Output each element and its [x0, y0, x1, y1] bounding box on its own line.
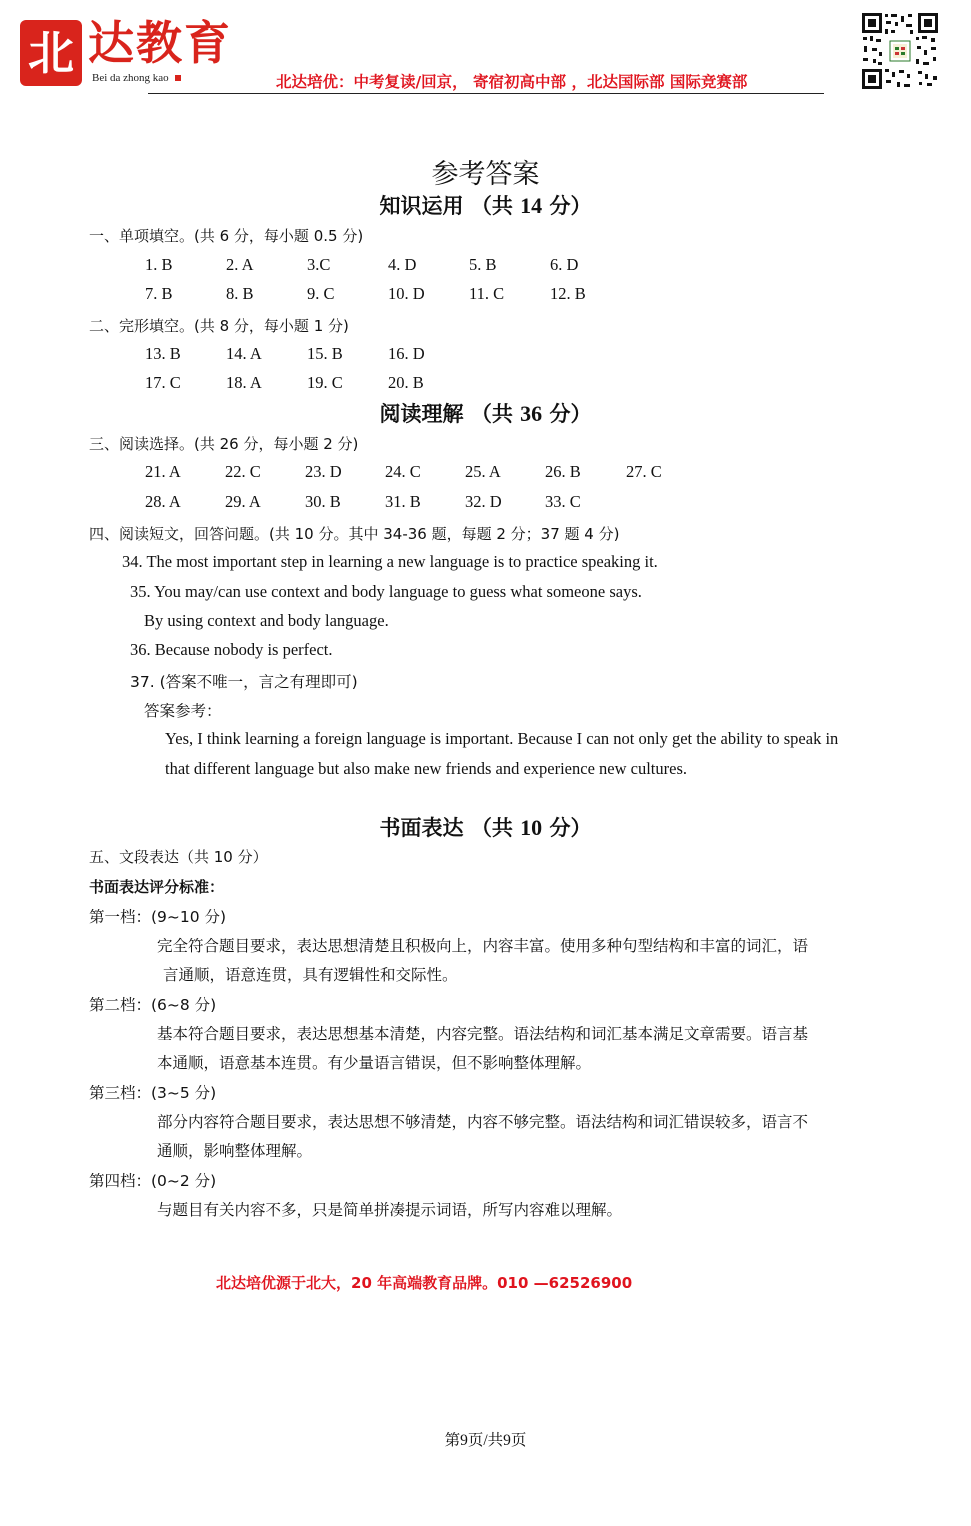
- section-title-writing: [0, 812, 971, 842]
- answer-item: 13. B: [145, 344, 181, 363]
- header-slogan: 北达培优：中考复读/回京， 寄宿初高中部 ，北达国际部 国际竞赛部: [276, 73, 748, 91]
- answer-item: 19. C: [307, 373, 343, 392]
- answer-35: 35. You may/can use context and body language to guess what someone says.: [130, 582, 642, 601]
- section-title-text: 书面表达: [379, 816, 464, 840]
- answer-item: 5. B: [469, 255, 497, 274]
- answer-35-alt: By using context and body language.: [144, 611, 389, 630]
- section-score-post: 分）: [542, 402, 592, 426]
- question-heading-1: 一、单项填空。(共 6 分，每小题 0.5 分): [89, 227, 364, 245]
- grade-label: 第四档：(0~2 分): [89, 1172, 217, 1190]
- grade-text-line: 通顺，影响整体理解。: [157, 1142, 313, 1160]
- grade-label: 第一档：(9~10 分): [89, 908, 227, 926]
- answer-item: 1. B: [145, 255, 173, 274]
- section-score-pre: （共: [470, 816, 521, 840]
- answer-item: 31. B: [385, 492, 421, 511]
- brand-logo-pinyin: [92, 72, 181, 84]
- brand-logo-name: 达教育: [88, 16, 232, 70]
- answer-item: 24. C: [385, 462, 421, 481]
- section-score-pre: （共: [470, 194, 521, 218]
- answer-item: 2. A: [226, 255, 254, 274]
- section-score-pre: （共: [470, 402, 521, 426]
- answer-34: 34. The most important step in learning a new language is to practice speaking it.: [122, 552, 658, 571]
- brand-logo-mark: 北: [20, 20, 82, 86]
- section-title-reading: [0, 398, 971, 428]
- answer-item: 17. C: [145, 373, 181, 392]
- answer-37-text-line: that different language but also make new friends and experience new cultures.: [165, 759, 687, 778]
- answer-item: 29. A: [225, 492, 261, 511]
- answer-item: 11. C: [469, 284, 505, 303]
- section-score-value: 36: [520, 401, 543, 426]
- question-heading-3: 三、阅读选择。(共 26 分，每小题 2 分): [89, 435, 359, 453]
- brand-pinyin-text: Bei da zhong kao: [92, 72, 169, 84]
- answer-item: 12. B: [550, 284, 586, 303]
- answer-item: 3.C: [307, 255, 331, 274]
- answer-item: 7. B: [145, 284, 173, 303]
- answer-item: 4. D: [388, 255, 417, 274]
- page-number: 第9页/共9页: [444, 1432, 527, 1449]
- section-title-knowledge: [0, 190, 971, 220]
- grade-label: 第二档：(6~8 分): [89, 996, 217, 1014]
- answer-item: 32. D: [465, 492, 502, 511]
- section-title-text: 知识运用: [379, 194, 464, 218]
- answer-37-ref-label: 答案参考：: [144, 702, 222, 720]
- answer-item: 16. D: [388, 344, 425, 363]
- qr-code-icon: [861, 12, 939, 90]
- answer-item: 33. C: [545, 492, 581, 511]
- page-title: 参考答案: [431, 159, 540, 190]
- grade-text-line: 本通顺，语意基本连贯。有少量语言错误，但不影响整体理解。: [157, 1054, 592, 1072]
- brand-square-icon: [175, 75, 181, 81]
- criteria-heading: 书面表达评分标准：: [89, 878, 225, 896]
- section-score-value: 14: [520, 193, 543, 218]
- section-score-value: 10: [520, 815, 543, 840]
- answer-37: 37. (答案不唯一，言之有理即可): [130, 673, 358, 691]
- question-heading-5: 五、文段表达（共 10 分）: [89, 848, 268, 866]
- grade-text-line: 基本符合题目要求，表达思想基本清楚，内容完整。语法结构和词汇基本满足文章需要。语言基: [157, 1025, 809, 1043]
- grade-text-line: 部分内容符合题目要求，表达思想不够清楚，内容不够完整。语法结构和词汇错误较多，语言不: [157, 1113, 809, 1131]
- header-divider: [148, 93, 824, 94]
- answer-item: 26. B: [545, 462, 581, 481]
- section-score-post: 分）: [542, 194, 592, 218]
- answer-37-text-line: Yes, I think learning a foreign language is important. Because I can not only get the ability to speak in: [165, 729, 839, 748]
- answer-item: 14. A: [226, 344, 262, 363]
- answer-item: 6. D: [550, 255, 579, 274]
- answer-item: 15. B: [307, 344, 343, 363]
- footer-promo: 北达培优源于北大，20 年高端教育品牌。010 —62526900: [216, 1274, 633, 1292]
- question-heading-2: 二、完形填空。(共 8 分，每小题 1 分): [89, 317, 349, 335]
- answer-item: 9. C: [307, 284, 335, 303]
- section-score-post: 分）: [542, 816, 592, 840]
- section-title-text: 阅读理解: [379, 402, 464, 426]
- answer-item: 20. B: [388, 373, 424, 392]
- answer-item: 23. D: [305, 462, 342, 481]
- grade-label: 第三档：(3~5 分): [89, 1084, 217, 1102]
- answer-item: 21. A: [145, 462, 181, 481]
- answer-36: 36. Because nobody is perfect.: [130, 640, 333, 659]
- answer-item: 22. C: [225, 462, 261, 481]
- answer-item: 27. C: [626, 462, 662, 481]
- grade-text-line: 言通顺，语意连贯，具有逻辑性和交际性。: [163, 966, 458, 984]
- answer-item: 28. A: [145, 492, 181, 511]
- answer-item: 30. B: [305, 492, 341, 511]
- grade-text-line: 完全符合题目要求，表达思想清楚且积极向上，内容丰富。使用多种句型结构和丰富的词汇，语: [157, 937, 809, 955]
- answer-item: 10. D: [388, 284, 425, 303]
- answer-item: 25. A: [465, 462, 501, 481]
- answer-item: 8. B: [226, 284, 254, 303]
- question-heading-4: 四、阅读短文，回答问题。(共 10 分。其中 34-36 题，每题 2 分；37 题 4 分): [89, 525, 620, 543]
- answer-item: 18. A: [226, 373, 262, 392]
- grade-text-line: 与题目有关内容不多，只是简单拼凑提示词语，所写内容难以理解。: [157, 1201, 623, 1219]
